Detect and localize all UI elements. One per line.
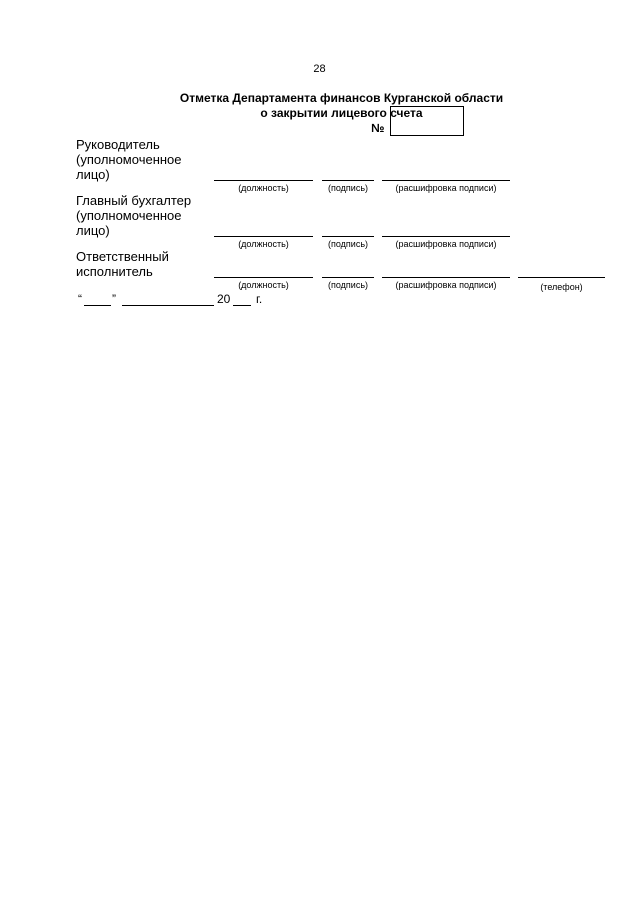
role-head: Руководитель (уполномоченное лицо) — [76, 137, 182, 182]
date-open-quote: “ — [78, 292, 82, 306]
date-year-line[interactable] — [233, 305, 251, 306]
page-number: 28 — [313, 63, 326, 75]
head-decoding-line[interactable] — [382, 180, 510, 181]
accountant-position-line[interactable] — [214, 236, 313, 237]
number-sign: № — [371, 121, 385, 135]
account-number-box[interactable] — [390, 106, 464, 136]
role-chief-accountant: Главный бухгалтер (уполномоченное лицо) — [76, 193, 192, 238]
date-month-line[interactable] — [122, 305, 214, 306]
caption-signature: (подпись) — [327, 239, 369, 249]
caption-phone: (телефон) — [540, 282, 583, 292]
caption-position: (должность) — [238, 239, 289, 249]
executor-phone-line[interactable] — [518, 277, 605, 278]
accountant-decoding-line[interactable] — [382, 236, 510, 237]
caption-signature: (подпись) — [327, 280, 369, 290]
caption-position: (должность) — [238, 280, 289, 290]
executor-decoding-line[interactable] — [382, 277, 510, 278]
caption-signature-decoding: (расшифровка подписи) — [395, 239, 497, 249]
role-responsible-executor: Ответственный исполнитель — [76, 249, 169, 279]
head-position-line[interactable] — [214, 180, 313, 181]
title-line-1: Отметка Департамента финансов Курганской области — [179, 91, 504, 105]
head-signature-line[interactable] — [322, 180, 374, 181]
caption-signature-decoding: (расшифровка подписи) — [395, 183, 497, 193]
date-close-quote: ” — [112, 292, 116, 306]
date-day-line[interactable] — [84, 305, 111, 306]
executor-signature-line[interactable] — [322, 277, 374, 278]
date-century: 20 — [217, 292, 231, 306]
caption-signature: (подпись) — [327, 183, 369, 193]
title-line-2: о закрытии лицевого счета — [260, 106, 423, 120]
caption-signature-decoding: (расшифровка подписи) — [395, 280, 497, 290]
accountant-signature-line[interactable] — [322, 236, 374, 237]
date-year-suffix: г. — [256, 292, 263, 306]
executor-position-line[interactable] — [214, 277, 313, 278]
form-title — [150, 91, 533, 121]
caption-position: (должность) — [238, 183, 289, 193]
